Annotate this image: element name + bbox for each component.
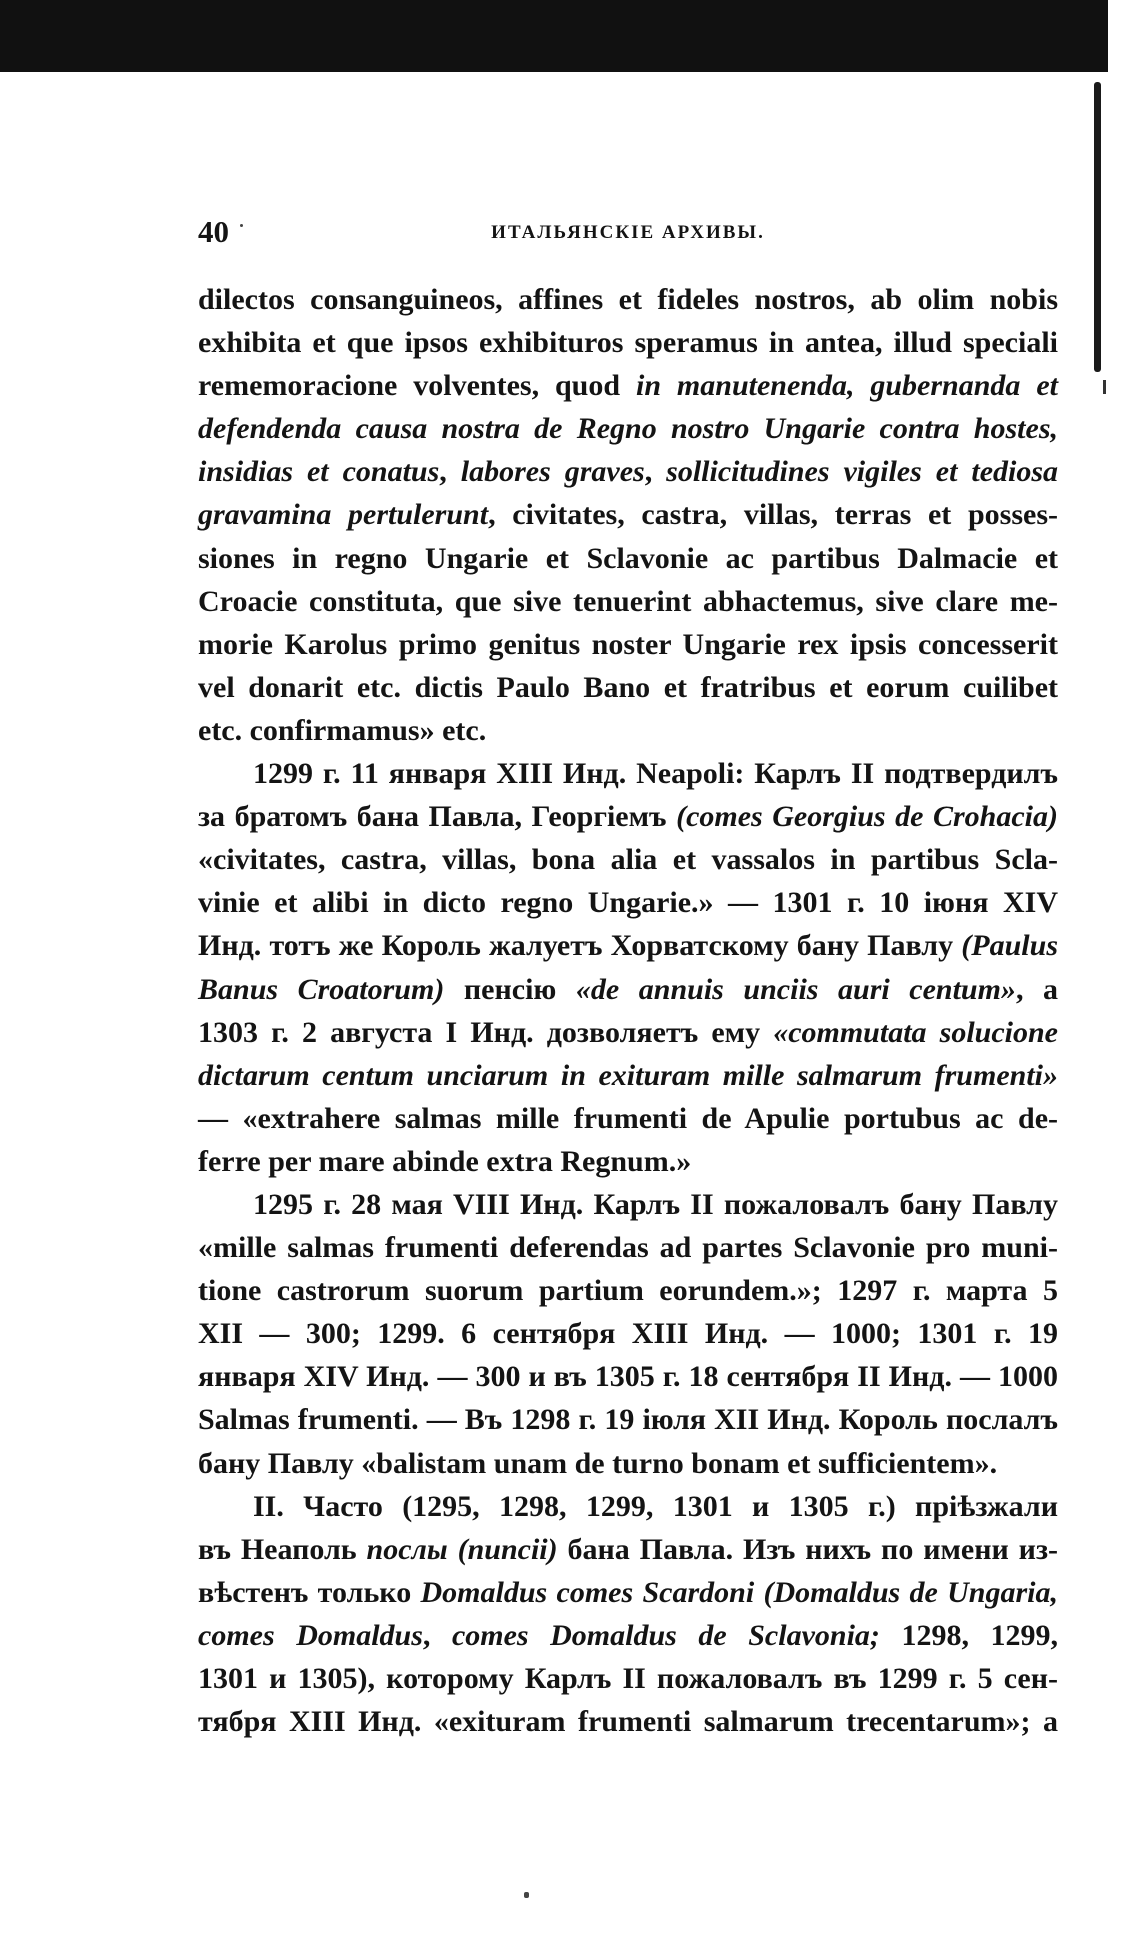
italic-segment: послы (nuncii) bbox=[366, 1532, 558, 1566]
text-segment: II. Часто (1295, 1298, 1299, 1301 и 1305 г.) пріѣзжали bbox=[253, 1489, 1058, 1523]
text-segment: 1303 г. 2 августа I Инд. дозволяетъ ему bbox=[198, 1015, 774, 1049]
text-line bbox=[198, 924, 1058, 967]
italic-segment: dictarum centum unciarum in exituram mille salmarum frumenti» bbox=[198, 1058, 1058, 1092]
scan-speck bbox=[524, 1892, 529, 1898]
page-number: 40 bbox=[198, 214, 229, 249]
text-segment: 1295 г. 28 мая VIII Инд. Карлъ II пожаловалъ бану Павлу bbox=[253, 1187, 1058, 1221]
text-segment: XII — 300; 1299. 6 сентября XIII Инд. — 1000; 1301 г. 19 bbox=[198, 1317, 1058, 1351]
text-segment: tione castrorum suorum partium eorundem.»; 1297 г. марта 5 bbox=[198, 1274, 1058, 1308]
scan-edge-speck bbox=[1103, 380, 1106, 394]
text-line bbox=[198, 752, 1058, 795]
text-segment: бану Павлу «balistam unam de turno bonam et sufficientem». bbox=[198, 1446, 998, 1480]
text-segment: vinie et alibi in dicto regno Ungarie.» — 1301 г. 10 іюня XIV bbox=[198, 886, 1058, 920]
text-segment: , civitates, castra, villas, terras et posses- bbox=[488, 498, 1058, 532]
text-segment: exhibita et que ipsos exhibituros speramus in antea, illud speciali bbox=[198, 326, 1058, 360]
text-segment: за братомъ бана Павла, Георгіемъ bbox=[198, 800, 677, 834]
italic-segment: in manutenenda, gubernanda et bbox=[635, 369, 1058, 403]
text-line bbox=[198, 580, 1058, 623]
text-line bbox=[198, 1442, 1058, 1485]
italic-segment: insidias et conatus bbox=[198, 455, 440, 489]
text-segment: , bbox=[439, 455, 461, 489]
text-line bbox=[198, 1269, 1058, 1312]
text-segment: «civitates, castra, villas, bona alia et vassalos in partibus Scla- bbox=[198, 843, 1058, 877]
text-segment: 1298, 1299, bbox=[879, 1618, 1059, 1652]
running-title: ИТАЛЬЯНСКІЕ АРХИВЫ. bbox=[491, 222, 765, 243]
text-segment: vel donarit etc. dictis Paulo Bano et fratribus et eorum cuilibet bbox=[198, 670, 1058, 704]
text-segment: «mille salmas frumenti deferendas ad partes Sclavonie pro muni- bbox=[198, 1231, 1058, 1265]
text-line bbox=[198, 278, 1058, 321]
italic-segment: comes Domaldus bbox=[198, 1618, 423, 1652]
text-line bbox=[198, 1571, 1058, 1614]
text-line bbox=[198, 1485, 1058, 1528]
text-line bbox=[198, 1183, 1058, 1226]
text-line bbox=[198, 1614, 1058, 1657]
italic-segment: «commutata solucione bbox=[773, 1015, 1058, 1049]
text-segment: etc. confirmamus» etc. bbox=[198, 713, 487, 747]
text-line bbox=[198, 1097, 1058, 1140]
italic-segment: (Paulus bbox=[961, 929, 1058, 963]
italic-segment: defendenda causa nostra de Regno nostro Ungarie contra hostes, bbox=[198, 412, 1058, 446]
text-line bbox=[198, 407, 1058, 450]
text-segment: пенсію bbox=[444, 972, 576, 1006]
text-segment: ferre per mare abinde extra Regnum.» bbox=[198, 1144, 692, 1178]
italic-segment: labores graves bbox=[460, 455, 645, 489]
text-segment: бана Павла. Изъ нихъ по имени из- bbox=[557, 1532, 1058, 1566]
text-line bbox=[198, 968, 1058, 1011]
text-line bbox=[198, 450, 1058, 493]
text-line bbox=[198, 537, 1058, 580]
text-segment: вѣстенъ только bbox=[198, 1575, 421, 1609]
text-line bbox=[198, 1140, 1058, 1183]
text-line bbox=[198, 1312, 1058, 1355]
text-line bbox=[198, 1657, 1058, 1700]
page-header bbox=[198, 214, 1058, 254]
italic-segment: gravamina pertulerunt bbox=[198, 498, 489, 532]
text-line bbox=[198, 1226, 1058, 1269]
text-segment: , а bbox=[1015, 972, 1058, 1006]
scan-top-border bbox=[0, 0, 1108, 72]
text-line bbox=[198, 364, 1058, 407]
text-segment: morie Karolus primo genitus noster Ungarie rex ipsis concesserit bbox=[198, 627, 1058, 661]
text-segment: Croacie constituta, que sive tenuerint abhactemus, sive clare me- bbox=[198, 584, 1058, 618]
text-segment: Инд. тотъ же Король жалуетъ Хорватскому бану Павлу bbox=[198, 929, 962, 963]
text-segment: 1301 и 1305), которому Карлъ II пожаловалъ въ 1299 г. 5 сен- bbox=[198, 1662, 1058, 1695]
text-segment: siones in regno Ungarie et Sclavonie ac partibus Dalmacie et bbox=[198, 541, 1058, 575]
text-segment: , bbox=[422, 1618, 452, 1652]
text-line bbox=[198, 1355, 1058, 1398]
text-segment: января XIV Инд. — 300 и въ 1305 г. 18 сентября II Инд. — 1000 bbox=[198, 1360, 1058, 1394]
text-segment: rememoracione volventes, quod bbox=[198, 369, 636, 403]
text-line bbox=[198, 1011, 1058, 1054]
body-text bbox=[198, 278, 1058, 1743]
italic-segment: «de annuis unciis auri centum» bbox=[575, 972, 1016, 1006]
text-line bbox=[198, 1700, 1058, 1743]
italic-segment: sollicitudines vigiles et tediosa bbox=[666, 455, 1059, 489]
text-segment: — «extrahere salmas mille frumenti de Apulie portubus ac de- bbox=[198, 1101, 1058, 1135]
text-segment: тября XIII Инд. «exituram frumenti salmarum trecentarum»; а bbox=[198, 1705, 1058, 1739]
scan-edge-mark bbox=[1094, 82, 1101, 372]
text-line bbox=[198, 838, 1058, 881]
text-line bbox=[198, 795, 1058, 838]
text-line bbox=[198, 881, 1058, 924]
text-segment: Salmas frumenti. — Въ 1298 г. 19 іюля XII Инд. Король послалъ bbox=[198, 1403, 1058, 1437]
text-line bbox=[198, 321, 1058, 364]
text-line bbox=[198, 666, 1058, 709]
text-line bbox=[198, 493, 1058, 536]
text-line bbox=[198, 709, 1058, 752]
text-line bbox=[198, 623, 1058, 666]
text-segment: 1299 г. 11 января XIII Инд. Neapoli: Карлъ II подтвердилъ bbox=[253, 757, 1058, 791]
text-line bbox=[198, 1398, 1058, 1441]
italic-segment: Domaldus comes Scardoni (Domaldus de Ungaria, bbox=[420, 1575, 1058, 1609]
text-line bbox=[198, 1054, 1058, 1097]
scan-speck bbox=[240, 224, 243, 227]
text-segment: dilectos consanguineos, affines et fideles nostros, ab olim nobis bbox=[198, 283, 1058, 316]
text-segment: въ Неаполь bbox=[198, 1532, 367, 1566]
italic-segment: comes Domaldus de Sclavonia; bbox=[451, 1618, 880, 1652]
text-line bbox=[198, 1528, 1058, 1571]
text-segment: , bbox=[644, 455, 667, 489]
italic-segment: (comes Georgius de Crohacia) bbox=[676, 800, 1058, 834]
italic-segment: Banus Croatorum) bbox=[198, 972, 445, 1006]
